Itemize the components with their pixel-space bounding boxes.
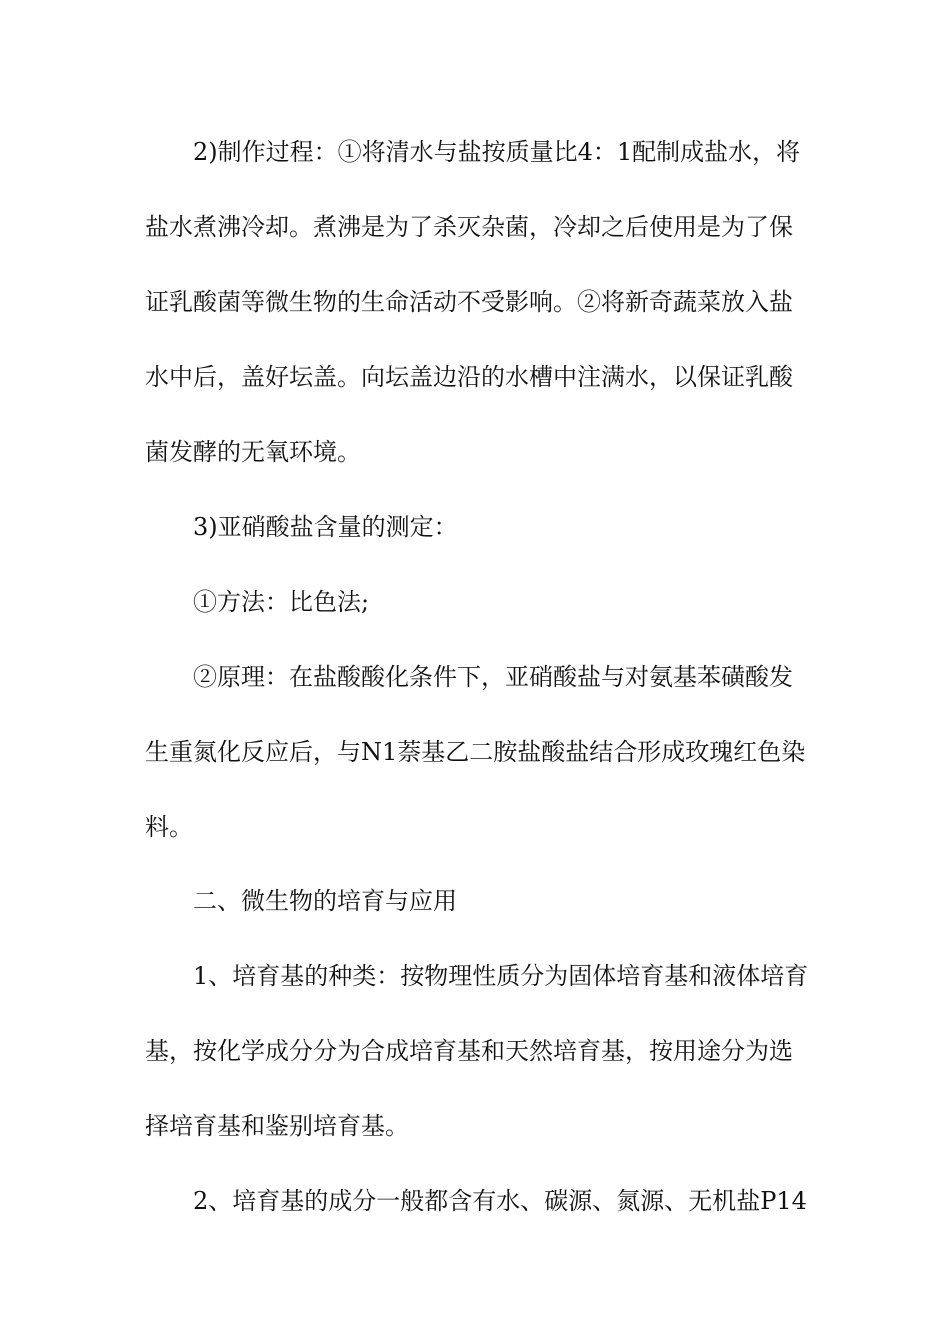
text-line: 料。	[145, 813, 193, 841]
text-line: 二、微生物的培育与应用	[193, 887, 457, 915]
text-line: 3)亚硝酸盐含量的测定：	[193, 513, 458, 541]
text-line: 盐水煮沸冷却。煮沸是为了杀灭杂菌，冷却之后使用是为了保	[145, 213, 793, 241]
text-line: 2、培育基的成分一般都含有水、碳源、氮源、无机盐P14	[193, 1187, 807, 1215]
text-line: 择培育基和鉴别培育基。	[145, 1112, 409, 1140]
text-line: ②原理：在盐酸酸化条件下，亚硝酸盐与对氨基苯磺酸发	[193, 663, 793, 691]
text-line: 水中后，盖好坛盖。向坛盖边沿的水槽中注满水，以保证乳酸	[145, 363, 793, 391]
text-line: 证乳酸菌等微生物的生命活动不受影响。②将新奇蔬菜放入盐	[145, 288, 793, 316]
text-line: 生重氮化反应后，与N1萘基乙二胺盐酸盐结合形成玫瑰红色染	[145, 738, 806, 766]
text-line: 基，按化学成分分为合成培育基和天然培育基，按用途分为选	[145, 1037, 793, 1065]
text-line: 2)制作过程：①将清水与盐按质量比4：1配制成盐水，将	[193, 138, 801, 166]
text-line: 1、培育基的种类：按物理性质分为固体培育基和液体培育	[193, 962, 809, 990]
text-line: 菌发酵的无氧环境。	[145, 438, 361, 466]
text-line: ①方法：比色法;	[193, 588, 370, 616]
